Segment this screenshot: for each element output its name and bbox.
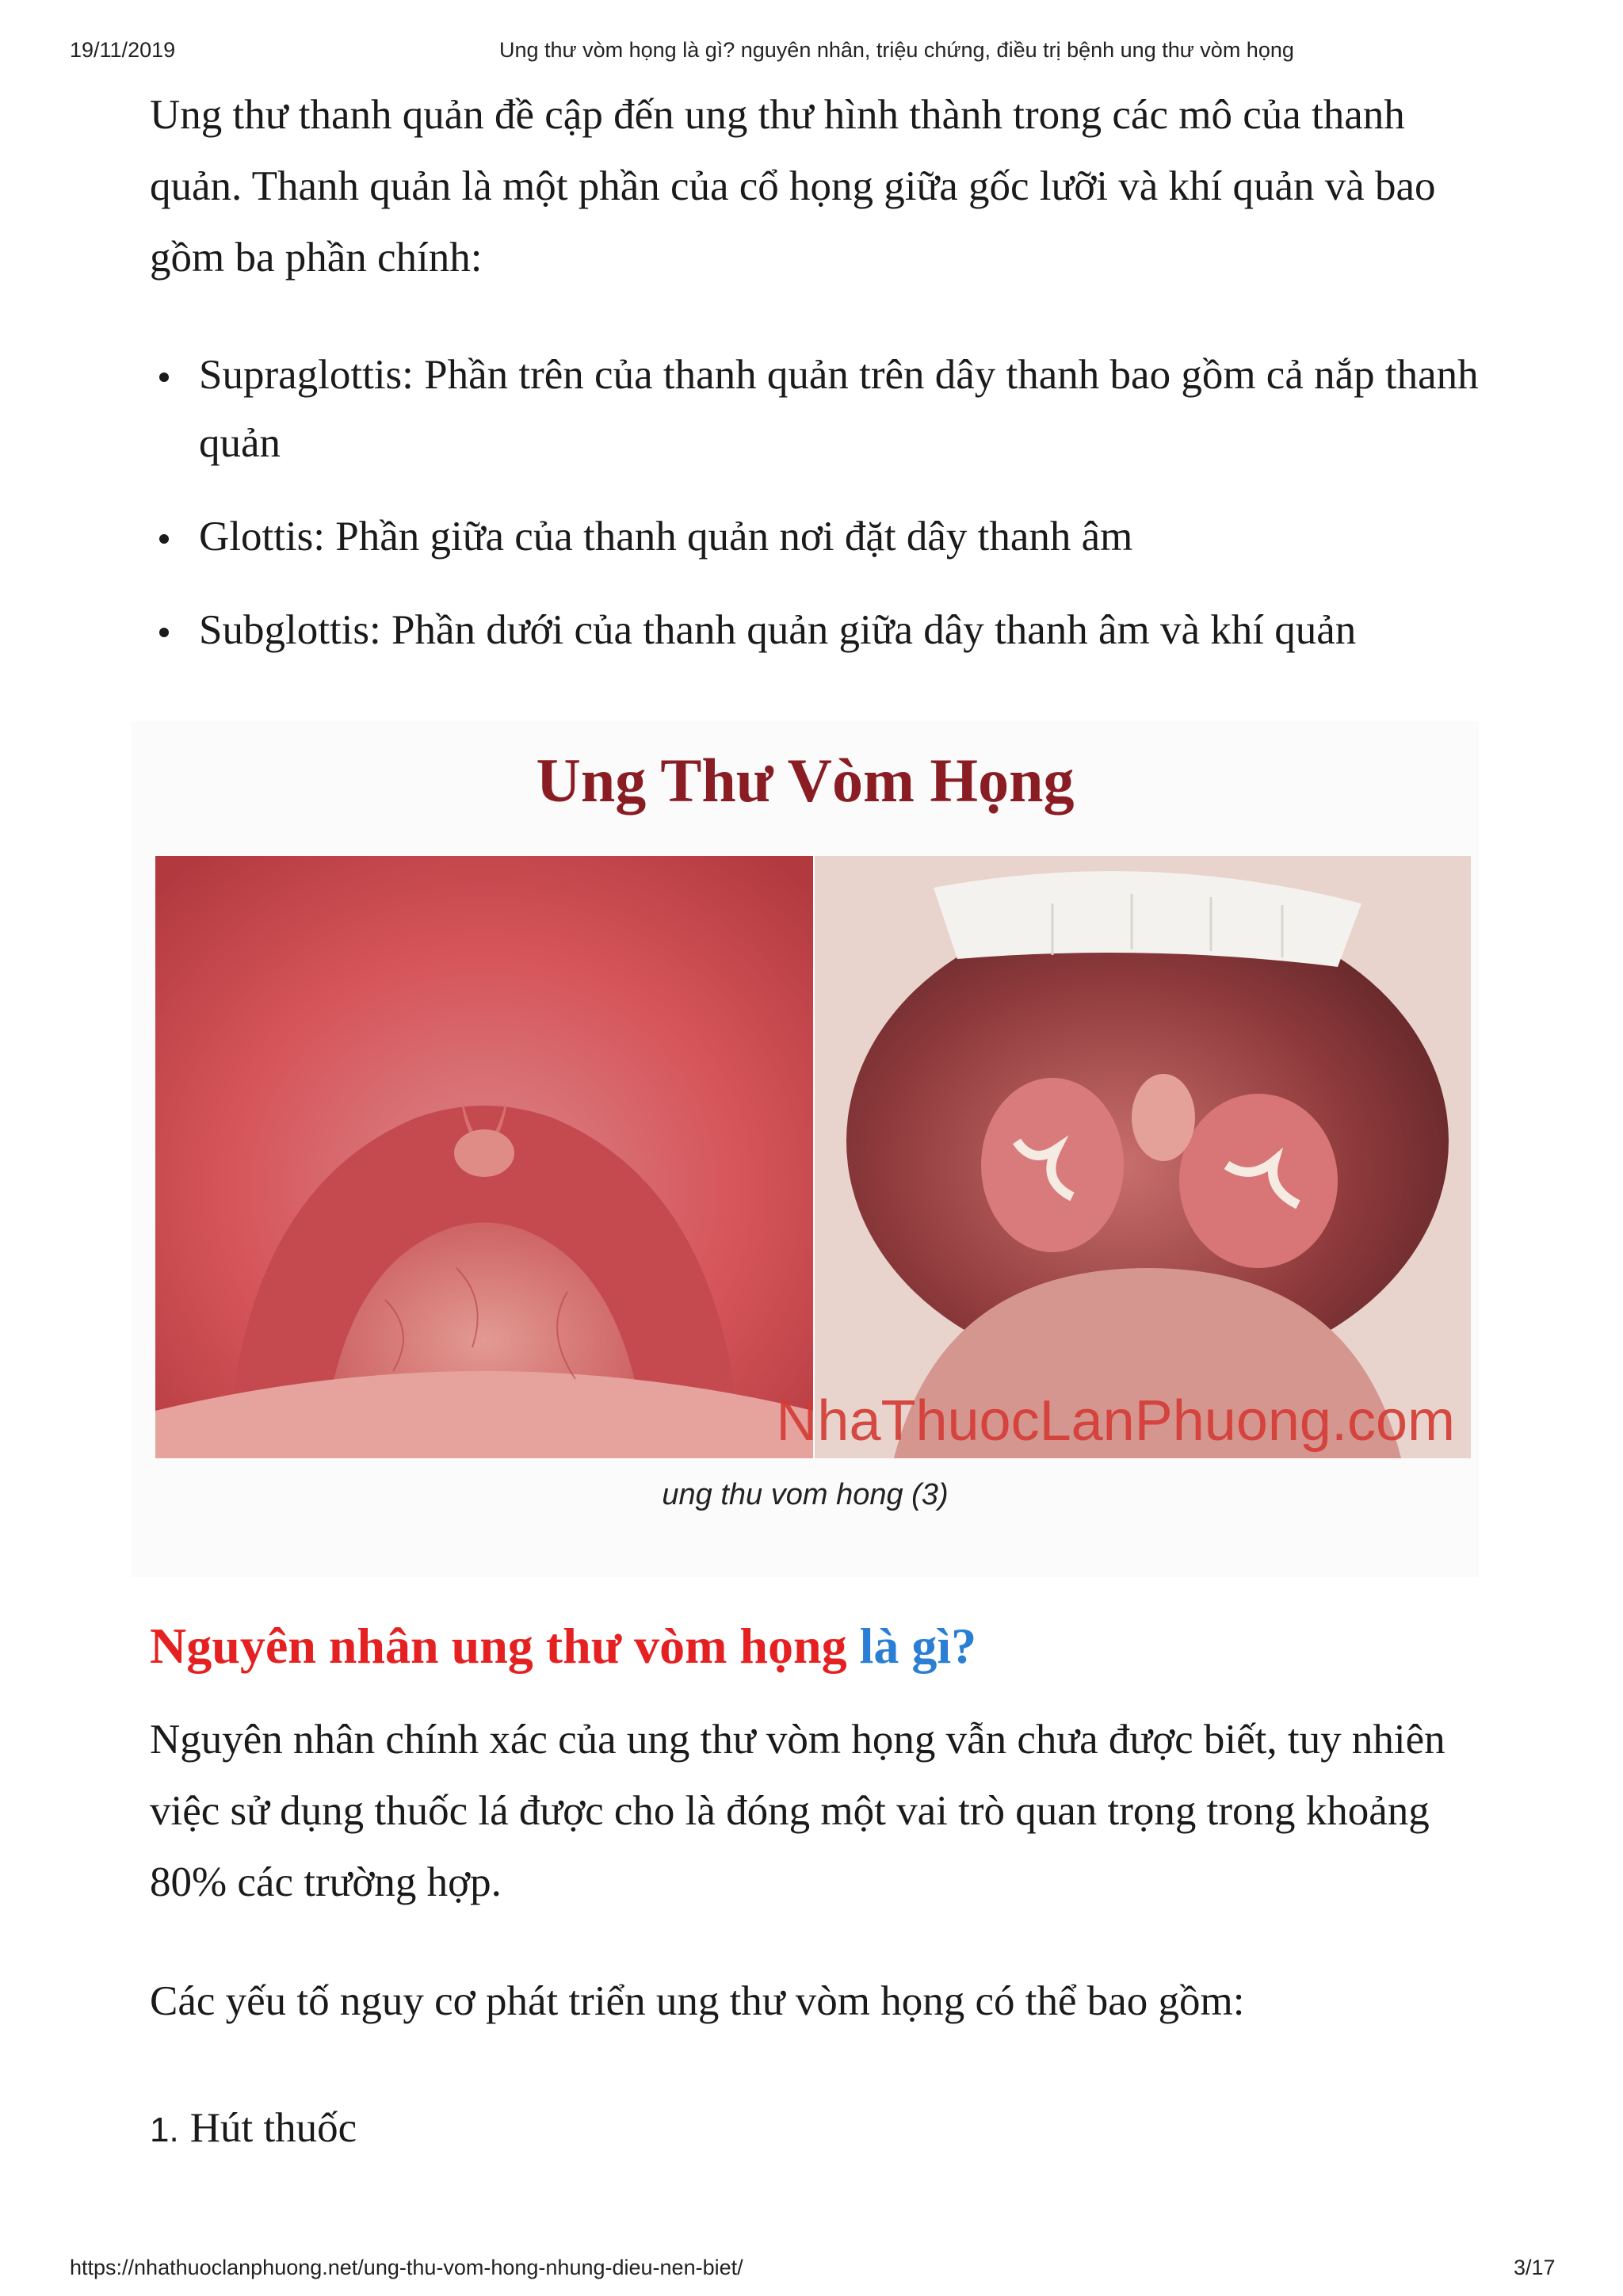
list-item: Subglottis: Phần dưới của thanh quản giữa dây thanh âm và khí quản xyxy=(150,596,1513,664)
healthy-throat-photo xyxy=(155,856,813,1458)
list-item: Supraglottis: Phần trên của thanh quản trên dây thanh bao gồm cả nắp thanh quản xyxy=(150,341,1513,477)
heading-main-text: Nguyên nhân ung thư vòm họng xyxy=(150,1618,847,1674)
list-number: 1. xyxy=(150,2111,179,2149)
print-url: https://nhathuoclanphuong.net/ung-thu-vom-hong-nhung-dieu-nen-biet/ xyxy=(70,2256,743,2279)
heading-link-text[interactable]: là gì? xyxy=(859,1618,977,1674)
list-item xyxy=(150,2092,357,2166)
section-heading xyxy=(150,1617,976,1675)
print-page-title: Ung thư vòm họng là gì? nguyên nhân, triệu chứng, điều trị bệnh ung thư vòm họng xyxy=(499,38,1294,62)
cause-paragraph: Nguyên nhân chính xác của ung thư vòm họng vẫn chưa được biết, tuy nhiên việc sử dụng thuốc lá được cho là đóng một vai trò quan trọng trong khoảng 80% các trường hợp. xyxy=(150,1717,1445,1905)
risk-factors-intro: Các yếu tố nguy cơ phát triển ung thư vòm họng có thể bao gồm: xyxy=(150,1978,1245,2024)
print-date: 19/11/2019 xyxy=(70,38,176,62)
intro-paragraph: Ung thư thanh quản đề cập đến ung thư hình thành trong các mô của thanh quản. Thanh quản là một phần của cổ họng giữa gốc lưỡi và khí quản và bao gồm ba phần chính: xyxy=(150,92,1436,281)
risk-factors-list xyxy=(150,2092,357,2166)
throat-photos xyxy=(155,856,1471,1458)
larynx-parts-list xyxy=(150,341,1513,664)
page-number: 3/17 xyxy=(1514,2256,1556,2279)
figure-caption: ung thu vom hong (3) xyxy=(662,1478,949,1511)
list-item-text: Hút thuốc xyxy=(189,2105,357,2151)
figure-title: Ung Thư Vòm Họng xyxy=(536,746,1075,815)
watermark: NhaThuocLanPhuong.com xyxy=(776,1389,1455,1453)
list-item: Glottis: Phần giữa của thanh quản nơi đặt dây thanh âm xyxy=(150,502,1513,571)
throat-figure xyxy=(132,721,1479,1577)
cancer-throat-photo xyxy=(815,856,1471,1458)
